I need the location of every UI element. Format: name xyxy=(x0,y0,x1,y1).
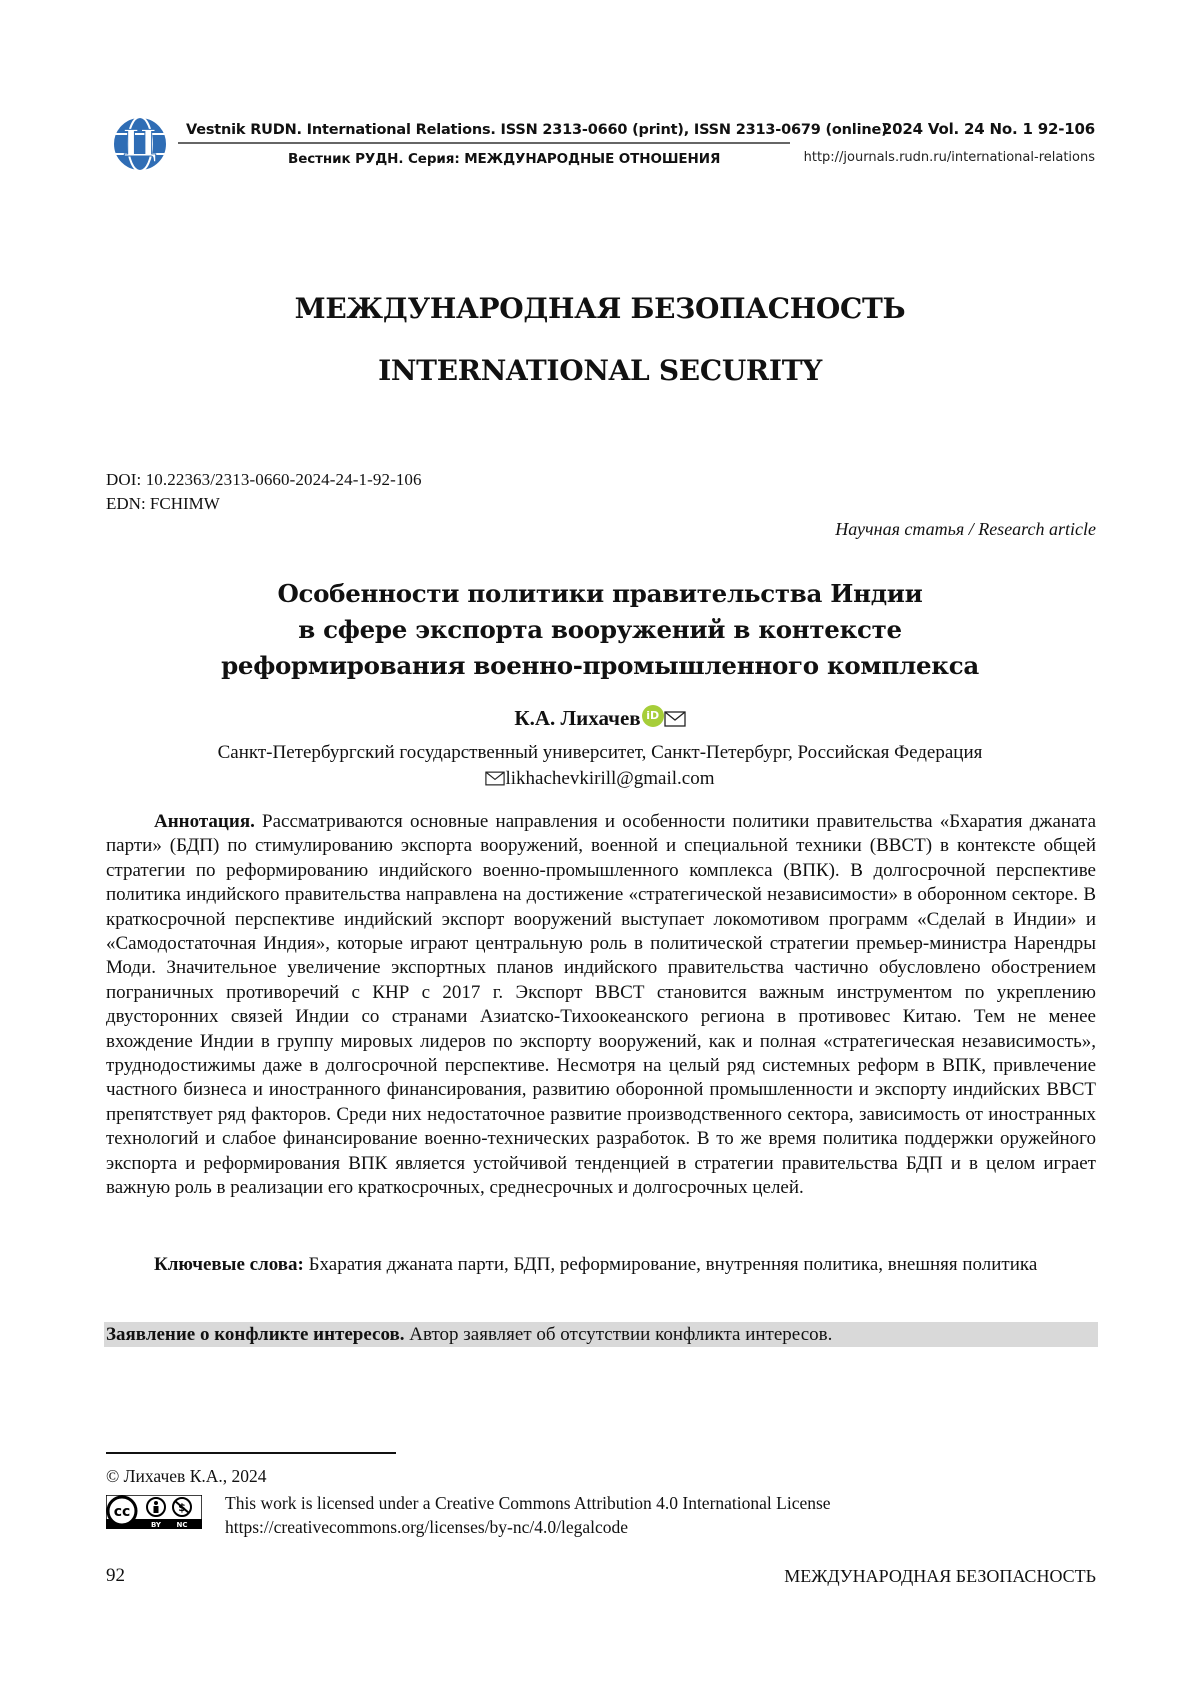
rudn-logo xyxy=(106,112,174,176)
logo-letter: Ц xyxy=(123,123,158,165)
conflict-statement xyxy=(104,1322,1098,1347)
abstract xyxy=(106,810,1096,1201)
journal-title-ru: Вестник РУДН. Серия: МЕЖДУНАРОДНЫЕ ОТНОШЕНИЯ xyxy=(288,151,720,167)
article-title-line: Особенности политики правительства Индии xyxy=(0,576,1200,612)
journal-url[interactable]: http://journals.rudn.ru/international-relations xyxy=(804,150,1095,165)
section-title-ru: МЕЖДУНАРОДНАЯ БЕЗОПАСНОСТЬ xyxy=(0,292,1200,325)
footnote-rule xyxy=(106,1452,396,1454)
article-title xyxy=(0,576,1200,684)
running-footer-title: МЕЖДУНАРОДНАЯ БЕЗОПАСНОСТЬ xyxy=(784,1566,1096,1587)
section-title-en: INTERNATIONAL SECURITY xyxy=(0,354,1200,387)
email-line xyxy=(0,768,1200,790)
issue-info: 2024 Vol. 24 No. 1 92-106 xyxy=(882,120,1095,138)
article-title-line: в сфере экспорта вооружений в контексте xyxy=(0,612,1200,648)
conflict-text: Автор заявляет об отсутствии конфликта интересов. xyxy=(405,1324,833,1345)
header-rule xyxy=(178,142,790,144)
article-title-line: реформирования военно-промышленного комплекса xyxy=(0,648,1200,684)
license-line: This work is licensed under a Creative Commons Attribution 4.0 International License xyxy=(225,1491,831,1515)
cc-license-badge[interactable] xyxy=(106,1495,202,1529)
envelope-icon xyxy=(485,771,505,786)
keywords xyxy=(106,1253,1096,1277)
author-email[interactable]: likhachevkirill@gmail.com xyxy=(505,768,714,789)
page-number: 92 xyxy=(106,1565,125,1587)
license-url[interactable]: https://creativecommons.org/licenses/by-nc/4.0/legalcode xyxy=(225,1515,831,1539)
license-text xyxy=(225,1491,831,1539)
edn: EDN: FCHIMW xyxy=(106,494,220,514)
orcid-icon[interactable]: iD xyxy=(642,705,664,727)
abstract-text: Рассматриваются основные направления и особенности политики правительства «Бхара­тия джаната парти» (БДП) по стимулированию экспорта вооружений, военной и специальной техники (ВВСТ) в контексте общей стратегии по реформированию индийского военно-промышленного комплекса (ВПК). В долгосрочной перспективе политика индийского правительства направлена на достижение «стра­тегической независимости» в оборонном секторе. В краткосрочной перспективе индийский экспорт воору­жений выступает локомотивом программ «Сделай в Индии» и «Самодостаточная Индия», которые играют центральную роль в политической стратегии премьер-министра Нарендры Моди. Значительное увеличение экспортных планов индийского правительства частично обусловлено обострением пограничных противоре­чий с КНР с 2017 г. Экспорт ВВСТ становится важным инструментом по укреплению двусторонних связей Индии со странами Азиатско-Тихоокеанского региона в противовес Китаю. Тем не менее вхождение Индии в группу мировых лидеров по экспорту вооружений, как и полная «стратегическая независимость», трудно­достижимы даже в долгосрочной перспективе. Несмотря на целый ряд системных реформ в ВПК, привлече­ние частного бизнеса и иностранного финансирования, развитию оборонной промышленности и экспорту индийских ВВСТ препятствует ряд факторов. Среди них недостаточное развитие производственного секто­ра, зависимость от иностранных технологий и слабое финансирование военно-технических разработок. В то же время политика поддержки оружейного экспорта и реформирования ВПК является устойчивой тенден­цией в стратегии правительства БДП и в целом играет важную роль в реализации его краткосрочных, среднесрочных и долгосрочных целей. xyxy=(106,811,1096,1198)
cc-badge-text: cc xyxy=(114,1504,131,1520)
envelope-icon[interactable] xyxy=(664,711,686,727)
author-name: К.А. Лихачев xyxy=(514,706,640,730)
abstract-label: Аннотация. xyxy=(154,811,255,832)
journal-title-en: Vestnik RUDN. International Relations. ISSN 2313-0660 (print), ISSN 2313-0679 (online) xyxy=(186,122,888,138)
conflict-label: Заявление о конфликте интересов. xyxy=(106,1324,405,1345)
doi[interactable]: DOI: 10.22363/2313-0660-2024-24-1-92-106 xyxy=(106,470,422,490)
cc-by-label: BY xyxy=(151,1521,162,1529)
cc-nc-label: NC xyxy=(177,1521,188,1529)
keywords-text: Бхаратия джаната парти, БДП, реформирование, внутренняя политика, внешняя политика xyxy=(304,1254,1037,1275)
article-type: Научная статья / Research article xyxy=(835,519,1096,540)
keywords-label: Ключевые слова: xyxy=(154,1254,304,1275)
copyright: © Лихачев К.А., 2024 xyxy=(106,1466,267,1487)
affiliation: Санкт-Петербургский государственный университет, Санкт-Петербург, Российская Федерация xyxy=(0,742,1200,764)
author-line xyxy=(0,705,1200,731)
